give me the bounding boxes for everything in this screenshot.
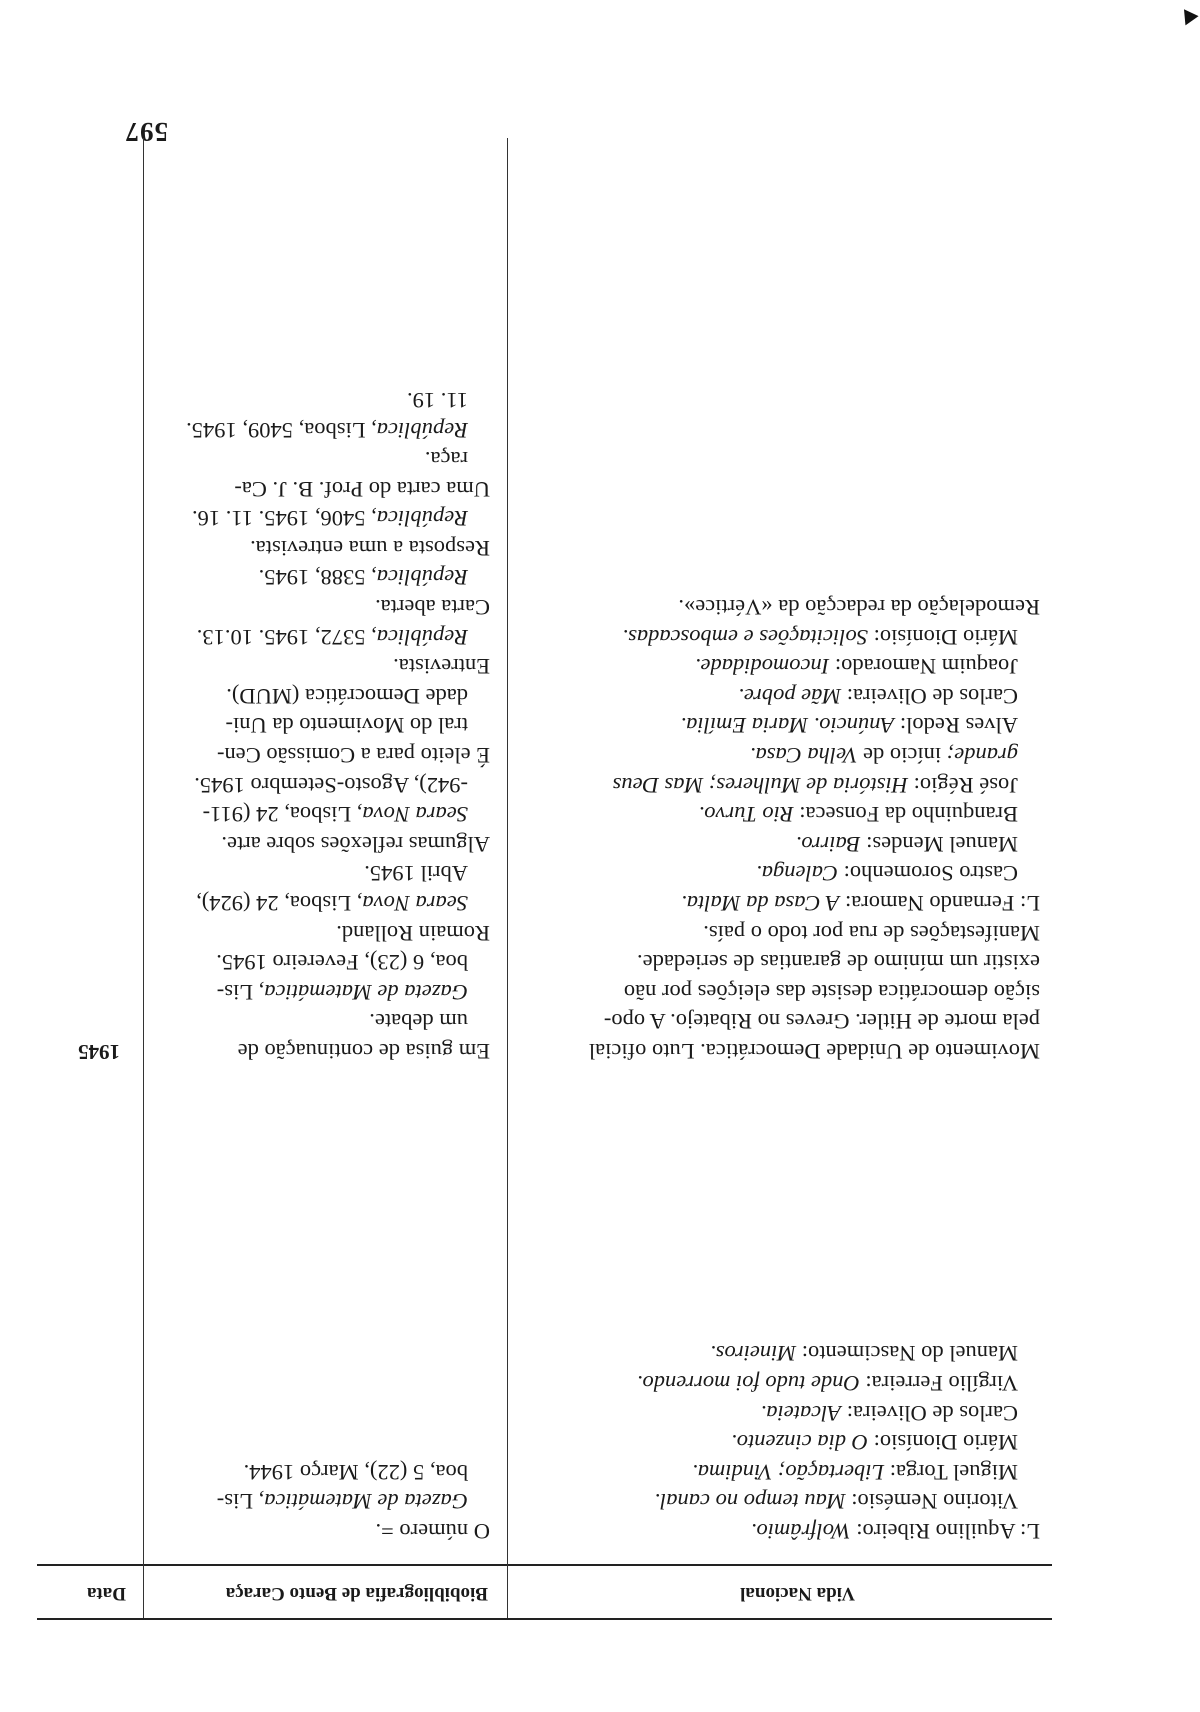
bib-1945-line	[186, 977, 490, 1007]
bib-1945-text: 5372, 1945. 10.13.	[196, 624, 372, 650]
work-title: Rio Turvo.	[698, 802, 794, 828]
author: Branquinho da Fonseca:	[793, 802, 1018, 828]
bib-1945-line	[186, 415, 490, 445]
column-divider-vida-bib	[507, 138, 508, 1618]
journal-title: República,	[371, 506, 468, 532]
vida-1945-line	[589, 652, 1040, 682]
author: L: Fernando Namora:	[839, 891, 1040, 917]
vida-1945-line	[589, 711, 1040, 741]
work-title: Mau tempo no canal.	[654, 1489, 846, 1515]
bib-1945-line: 11. 19.	[406, 387, 468, 413]
vida-1945-line	[589, 622, 1040, 652]
vida-1945-line: pela morte de Hitler. Greves no Ribatejo. A opo-	[603, 1009, 1040, 1035]
bib-1945-line	[186, 888, 490, 918]
vida-1945-events	[589, 593, 1040, 1067]
journal-title: Gazeta de Matemática,	[258, 1489, 468, 1515]
author: Mário Dionísio:	[868, 1430, 1018, 1456]
work-title: Bairro.	[795, 831, 861, 857]
journal-title: Seara Nova,	[356, 891, 468, 917]
author: Mário Dionísio:	[868, 624, 1018, 650]
bib-1945-line	[186, 504, 490, 534]
year-label-1945: 1945	[78, 1040, 120, 1064]
vida-1945-line: Movimento de Unidade Democrática. Luto oficial	[588, 1039, 1040, 1064]
bib-1945-text: Lis-	[216, 979, 259, 1005]
vida-1945-line: sição democrática desiste das eleições por não	[623, 979, 1040, 1005]
vida-1945-line: Manifestações de rua por todo o país.	[703, 920, 1040, 946]
journal-title: República,	[371, 624, 468, 650]
work-title: Mineiros.	[710, 1341, 797, 1367]
author: Carlos de Oliveira:	[841, 1400, 1018, 1426]
journal-title: Gazeta de Matemática,	[258, 979, 468, 1005]
author: Castro Soromenho:	[838, 861, 1018, 887]
work-title: Solicitações e emboscadas.	[622, 624, 868, 650]
bib-1945-text: Lisboa, 24 (924),	[196, 891, 357, 917]
vida-1945-line	[589, 770, 1040, 800]
bib-1945-line	[186, 563, 490, 593]
work-title: Anúncio. Maria Emília.	[680, 713, 895, 739]
author: Carlos de Oliveira:	[841, 683, 1018, 709]
work-title: História de Mulheres; Mas Deus	[612, 772, 908, 798]
author: Vitorino Nemésio:	[845, 1489, 1018, 1515]
bib-1944-line: boa, 5 (22), Março 1944.	[243, 1459, 468, 1485]
bib-1945-line: dade Democrática (MUD).	[226, 683, 468, 709]
scan-corner-mark-icon	[1177, 5, 1198, 26]
bib-1945-line: um debate.	[369, 1009, 468, 1035]
vida-1945-line: Remodelação da redacção da «Vértice».	[678, 595, 1040, 621]
work-title: Calenga.	[756, 861, 838, 887]
author: Miguel Torga:	[884, 1459, 1018, 1485]
work-title: O dia cinzento.	[731, 1430, 868, 1456]
vida-1945-line	[589, 859, 1040, 889]
bib-1945-line: Carta aberta.	[375, 595, 490, 621]
author: Alves Redol:	[894, 713, 1018, 739]
header-vida-nacional: Vida Nacional	[740, 1583, 855, 1604]
bib-1945-line: Entrevista.	[393, 654, 490, 680]
bib-1945-line: Algumas reflexões sobre arte.	[221, 831, 490, 857]
vida-1944-line	[637, 1339, 1040, 1369]
bib-1945-line	[186, 622, 490, 652]
bib-1945-line: Resposta a uma entrevista.	[250, 535, 490, 561]
bib-1945-line: Abril 1945.	[364, 861, 468, 887]
bib-1945-text: Lisboa, 24 (911-	[202, 802, 357, 828]
column-divider-bib-data	[143, 138, 144, 1618]
vida-1945-line	[589, 740, 1040, 770]
work-title: Onde tudo foi morrendo.	[636, 1371, 860, 1397]
bib-1944-line	[217, 1487, 490, 1517]
vida-1945-line	[589, 800, 1040, 830]
author: Manuel do Nascimento:	[796, 1341, 1018, 1367]
author: Virgílio Ferreira:	[859, 1371, 1018, 1397]
work-title: Alcateia.	[760, 1400, 842, 1426]
vida-1944-line	[637, 1516, 1040, 1546]
bib-1945-line: Uma carta do Prof. B. J. Ca-	[234, 476, 490, 502]
work-title: Mãe pobre.	[738, 683, 842, 709]
page-number: 597	[124, 117, 168, 147]
header-bottom-rule	[37, 1564, 1052, 1566]
bib-1944-line: O número =.	[375, 1519, 490, 1544]
bib-1945-line: É eleito para a Comissão Cen-	[216, 743, 490, 769]
work-title: grande;	[946, 743, 1018, 769]
vida-1944-literature	[637, 1339, 1040, 1546]
bib-1945-text: 5388, 1945.	[258, 565, 372, 591]
vida-1945-line	[589, 888, 1040, 918]
work-title: A Casa da Malta.	[681, 891, 840, 917]
connector-text: início de	[857, 743, 947, 769]
bib-1944-entry	[217, 1457, 490, 1546]
vida-1944-line	[637, 1457, 1040, 1487]
author: José Régio:	[908, 772, 1018, 798]
vida-1945-line	[589, 829, 1040, 859]
bib-1945-line	[186, 800, 490, 830]
bib-1945-line: raça.	[424, 447, 468, 473]
author: Manuel Mendes:	[860, 831, 1018, 857]
work-title: Velha Casa.	[749, 743, 858, 769]
bib-1945-line: Em guisa de continuação de	[237, 1039, 490, 1064]
vida-1944-line	[637, 1487, 1040, 1517]
work-title: Incomodidade.	[694, 654, 830, 680]
bib-1945-entries	[186, 385, 490, 1066]
vida-1944-line	[637, 1368, 1040, 1398]
bib-1945-text: 5406, 1945. 11. 16.	[191, 506, 372, 532]
journal-title: República,	[371, 565, 468, 591]
bib-1945-line: tral do Movimento da Uni-	[225, 713, 468, 739]
header-data: Data	[86, 1583, 126, 1604]
work-title: Wolfrâmio.	[750, 1519, 851, 1544]
vida-1945-line	[589, 681, 1040, 711]
vida-1945-line: existir um mínimo de garantias de seriedade.	[636, 950, 1040, 976]
bib-1944-text: Lis-	[216, 1489, 259, 1515]
bib-1945-line: boa, 6 (23), Fevereiro 1945.	[216, 950, 468, 976]
vida-1944-line	[637, 1428, 1040, 1458]
vida-1944-line	[637, 1398, 1040, 1428]
bib-1945-line: -942), Agosto-Setembro 1945.	[194, 772, 468, 798]
author: Joaquim Namorado:	[829, 654, 1018, 680]
work-title: Libertação; Vindima.	[692, 1459, 885, 1485]
header-biobibliografia: Biobibliografia de Bento Caraça	[225, 1583, 488, 1604]
table-top-rule	[37, 1618, 1052, 1620]
author: L: Aquilino Ribeiro:	[850, 1519, 1040, 1544]
journal-title: Seara Nova,	[356, 802, 468, 828]
journal-title: República,	[371, 417, 468, 443]
bib-1945-line: Romain Rolland.	[336, 920, 490, 946]
bib-1945-text: Lisboa, 5409, 1945.	[186, 417, 372, 443]
